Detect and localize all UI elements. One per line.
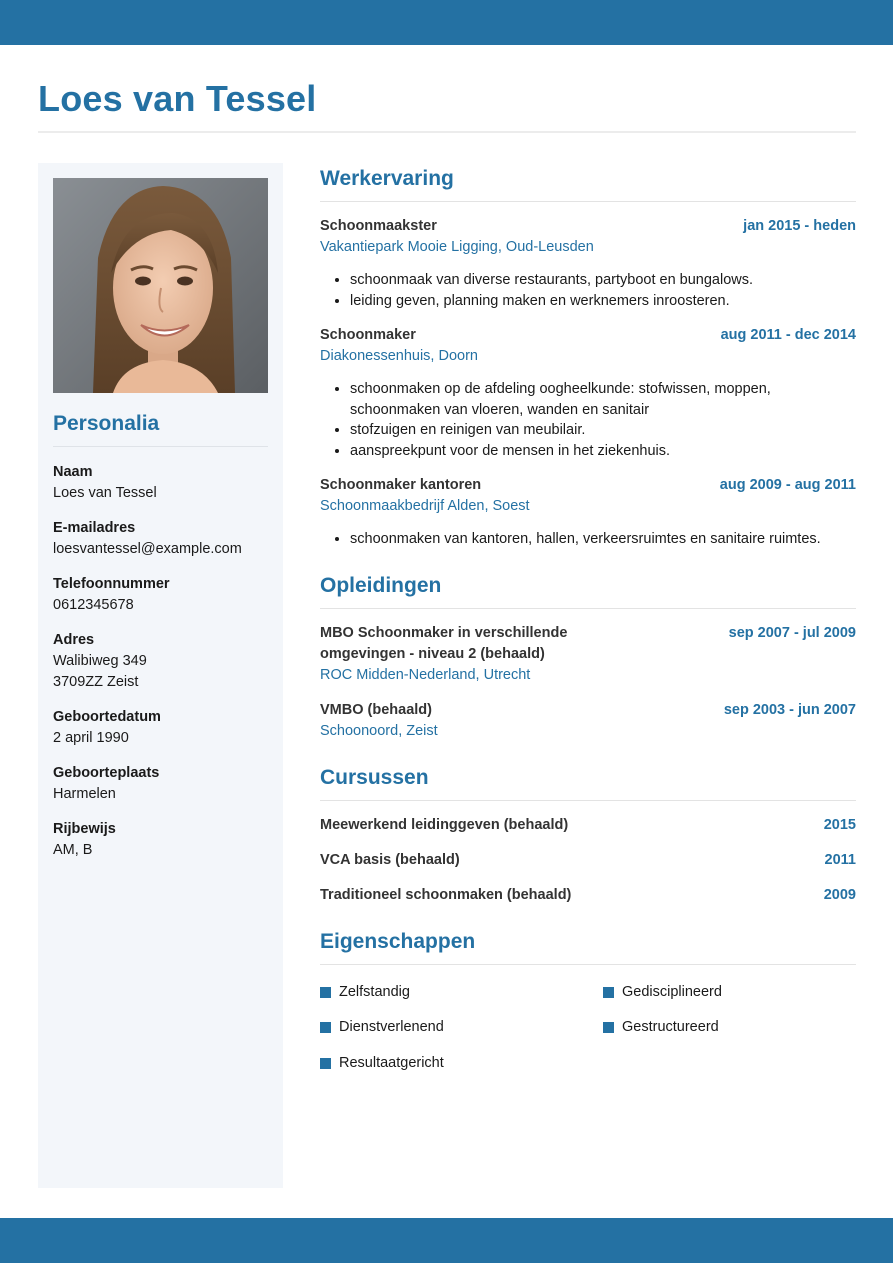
personalia-label: Naam xyxy=(53,464,93,480)
trait-label: Gestructureerd xyxy=(622,1019,719,1035)
main-content xyxy=(320,163,856,1074)
trait-label: Zelfstandig xyxy=(339,983,410,1000)
education-entry xyxy=(320,700,856,742)
entry-date: aug 2009 - aug 2011 xyxy=(719,477,856,493)
entry-year: 2015 xyxy=(823,816,856,833)
personalia-value: Walibiweg 349 xyxy=(53,653,147,669)
course-entry xyxy=(320,815,856,836)
personalia-value: loesvantessel@example.com xyxy=(53,541,242,557)
bottom-banner xyxy=(0,1218,893,1263)
entry-year: 2009 xyxy=(823,886,856,903)
work-entry xyxy=(320,475,856,550)
opleidingen-heading: Opleidingen xyxy=(320,574,856,609)
bullet-item: • aanspreekpunt voor de mensen in het ziekenhuis. xyxy=(350,441,796,462)
personalia-item-geboortedatum xyxy=(53,707,268,749)
werkervaring-section xyxy=(320,167,856,550)
entry-organization: Schoonoord, Zeist xyxy=(320,722,438,739)
entry-date: sep 2003 - jun 2007 xyxy=(723,701,856,718)
entry-organization: Schoonmaakbedrijf Alden, Soest xyxy=(320,498,530,514)
square-bullet-icon xyxy=(320,987,331,998)
werkervaring-heading: Werkervaring xyxy=(320,167,856,202)
personalia-item-rijbewijs xyxy=(53,819,268,861)
profile-photo xyxy=(53,178,268,393)
square-bullet-icon xyxy=(320,1022,331,1033)
personalia-value: AM, B xyxy=(53,842,93,858)
personalia-item-telefoon xyxy=(53,574,268,616)
personalia-label: E-mailadres xyxy=(53,520,136,536)
trait-item xyxy=(320,982,603,1003)
personalia-item-email xyxy=(53,518,268,560)
personalia-value: 2 april 1990 xyxy=(53,730,129,746)
eigenschappen-heading: Eigenschappen xyxy=(320,930,856,965)
personalia-label: Adres xyxy=(53,632,95,648)
sidebar xyxy=(38,163,283,1188)
trait-item xyxy=(320,1017,603,1038)
personalia-heading: Personalia xyxy=(53,412,268,447)
work-entry xyxy=(320,216,856,311)
square-bullet-icon xyxy=(603,987,614,998)
cursussen-section xyxy=(320,766,856,906)
personalia-label: Rijbewijs xyxy=(53,821,116,837)
entry-title: Schoonmaker xyxy=(320,327,416,343)
bullet-item: • schoonmaken van kantoren, hallen, verkeersruimtes en sanitaire ruimtes. xyxy=(350,529,856,550)
trait-label: Gedisciplineerd xyxy=(622,983,722,1000)
entry-organization: Diakonessenhuis, Doorn xyxy=(320,348,478,364)
square-bullet-icon xyxy=(320,1058,331,1069)
entry-date: jan 2015 - heden xyxy=(743,218,856,234)
education-entry xyxy=(320,623,856,686)
entry-date: sep 2007 - jul 2009 xyxy=(728,624,856,641)
cv-name: Loes van Tessel xyxy=(38,78,317,119)
trait-item xyxy=(603,1017,856,1038)
personalia-value: 0612345678 xyxy=(53,597,134,613)
entry-year: 2011 xyxy=(824,851,856,868)
entry-bullets xyxy=(350,379,856,461)
personalia-value: Harmelen xyxy=(53,786,116,802)
opleidingen-section xyxy=(320,574,856,742)
square-bullet-icon xyxy=(603,1022,614,1033)
entry-title: MBO Schoonmaker in verschillende omgevingen - niveau 2 (behaald) xyxy=(320,624,568,662)
eigenschappen-list xyxy=(320,982,856,1074)
entry-organization: ROC Midden-Nederland, Utrecht xyxy=(320,666,531,683)
entry-title: VCA basis (behaald) xyxy=(320,851,460,868)
trait-label: Dienstverlenend xyxy=(339,1019,444,1035)
entry-bullets xyxy=(350,529,856,550)
bullet-item: • schoonmaak van diverse restaurants, partyboot en bungalows. xyxy=(350,270,856,291)
entry-title: Traditioneel schoonmaken (behaald) xyxy=(320,886,572,903)
cursussen-heading: Cursussen xyxy=(320,766,856,801)
entry-title: VMBO (behaald) xyxy=(320,701,432,718)
entry-title: Meewerkend leidinggeven (behaald) xyxy=(320,816,569,833)
course-entry xyxy=(320,885,856,906)
entry-organization: Vakantiepark Mooie Ligging, Oud-Leusden xyxy=(320,239,594,255)
bullet-item: • leiding geven, planning maken en werknemers inroosteren. xyxy=(350,291,856,312)
personalia-item-naam xyxy=(53,462,268,504)
personalia-item-geboorteplaats xyxy=(53,763,268,805)
name-divider xyxy=(38,131,856,133)
personalia-value: Loes van Tessel xyxy=(53,485,157,501)
personalia-label: Geboortedatum xyxy=(53,709,161,725)
entry-bullets xyxy=(350,270,856,311)
personalia-label: Geboorteplaats xyxy=(53,765,160,781)
trait-item xyxy=(603,982,856,1003)
course-entry xyxy=(320,850,856,871)
personalia-list xyxy=(53,462,268,861)
entry-title: Schoonmaakster xyxy=(320,218,437,234)
trait-label: Resultaatgericht xyxy=(339,1054,444,1071)
personalia-item-adres xyxy=(53,630,268,693)
bullet-item: • schoonmaken op de afdeling oogheelkunde: stofwissen, moppen, schoonmaken van vloeren, wanden en sanitair xyxy=(350,379,796,420)
entry-title: Schoonmaker kantoren xyxy=(320,477,482,493)
entry-date: aug 2011 - dec 2014 xyxy=(720,327,856,343)
bullet-item: • stofzuigen en reinigen van meubilair. xyxy=(350,420,796,441)
top-banner xyxy=(0,0,893,45)
personalia-label: Telefoonnummer xyxy=(53,576,170,592)
personalia-value: 3709ZZ Zeist xyxy=(53,674,139,690)
eigenschappen-section xyxy=(320,930,856,1074)
trait-item xyxy=(320,1053,603,1074)
work-entry xyxy=(320,325,856,461)
